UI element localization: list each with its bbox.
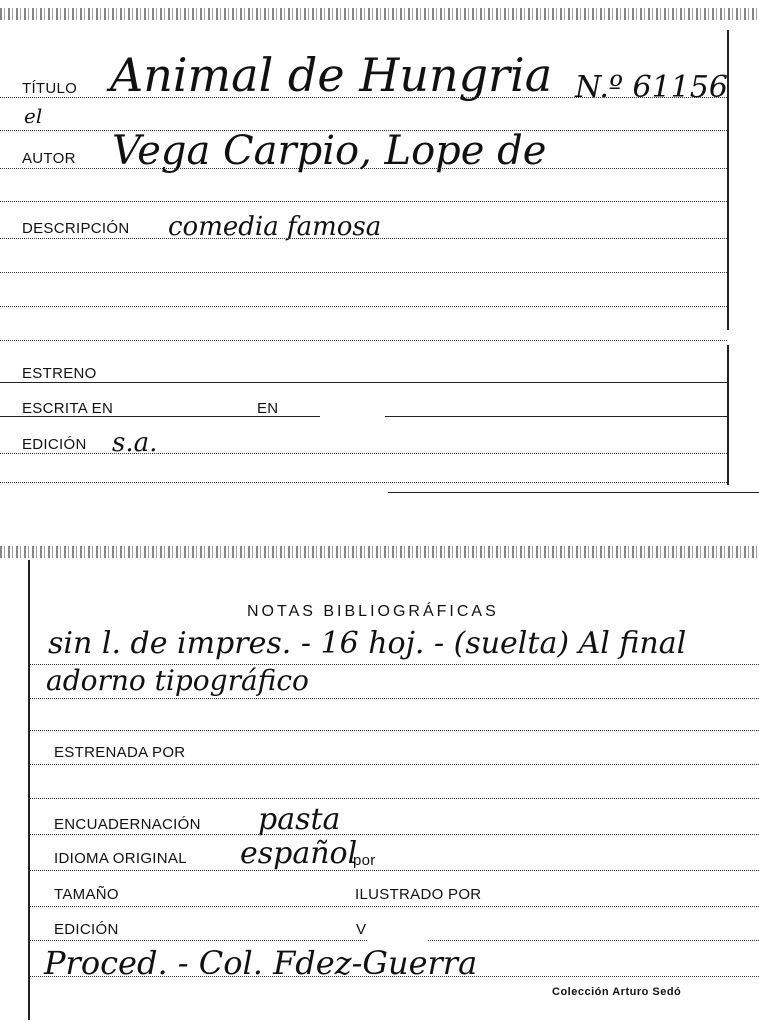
idioma-original-label: IDIOMA ORIGINAL: [54, 850, 187, 867]
rule-descripcion-2: [0, 272, 727, 273]
catalog-card-back: [0, 540, 759, 1028]
numero-value: N.º 61156: [575, 70, 728, 105]
edicion-label-2: EDICIÓN: [54, 921, 119, 938]
estreno-label: ESTRENO: [22, 365, 97, 382]
rule-titulo: [0, 97, 727, 98]
titulo-label: TÍTULO: [22, 80, 78, 97]
estrenada-por-label: ESTRENADA POR: [54, 744, 186, 761]
card-right-border-lower: [727, 345, 729, 485]
card-left-border: [28, 560, 30, 1020]
rule-tamano: [28, 906, 759, 907]
rule-notas-2: [28, 698, 759, 699]
en-label: EN: [257, 400, 279, 417]
catalog-card-front: [0, 0, 759, 500]
notas-line-2: adorno tipográfico: [46, 664, 309, 697]
titulo-value: Animal de Hungria: [110, 48, 553, 102]
v-label: V: [356, 921, 367, 938]
tamano-label: TAMAÑO: [54, 886, 119, 903]
rule-autor: [0, 168, 727, 169]
torn-edge-top-2: [0, 546, 759, 558]
escrita-en-label: ESCRITA EN: [22, 400, 114, 417]
idioma-original-value: español: [240, 836, 358, 871]
edicion-label: EDICIÓN: [22, 436, 87, 453]
ilustrado-por-label: ILUSTRADO POR: [355, 886, 482, 903]
collection-credit: Colección Arturo Sedó: [552, 986, 682, 998]
rule-notas-3: [28, 730, 759, 731]
encuadernacion-label: ENCUADERNACIÓN: [54, 816, 201, 833]
titulo-prefix: el: [24, 104, 43, 128]
rule-escrita: [0, 416, 320, 417]
descripcion-value: comedia famosa: [168, 212, 382, 242]
rule-escrita-right: [385, 416, 727, 417]
rule-descripcion-3: [0, 306, 727, 307]
edicion-value: s.a.: [112, 428, 158, 458]
rule-descripcion: [0, 238, 727, 239]
rule-edicion: [0, 453, 727, 454]
rule-estrenada-2: [28, 798, 759, 799]
rule-encuadernacion: [28, 834, 759, 835]
rule-descripcion-4: [0, 340, 727, 341]
encuadernacion-value: pasta: [258, 802, 341, 837]
autor-label: AUTOR: [22, 150, 76, 167]
rule-estreno: [0, 382, 727, 383]
descripcion-label: DESCRIPCIÓN: [22, 220, 130, 237]
notas-line-1: sin l. de impres. - 16 hoj. - (suelta) Al final: [48, 626, 687, 661]
rule-edicion-2: [0, 482, 727, 483]
autor-value: Vega Carpio, Lope de: [112, 128, 547, 174]
notas-heading: NOTAS BIBLIOGRÁFICAS: [247, 603, 499, 620]
rule-proced: [28, 976, 759, 977]
rule-idioma: [28, 870, 759, 871]
rule-autor-2: [0, 201, 727, 202]
rule-estrenada: [28, 764, 759, 765]
por-label: por: [353, 852, 376, 869]
torn-edge-top: [0, 8, 759, 20]
card-bottom-edge: [388, 492, 759, 493]
proced-value: Proced. - Col. Fdez-Guerra: [44, 944, 478, 982]
